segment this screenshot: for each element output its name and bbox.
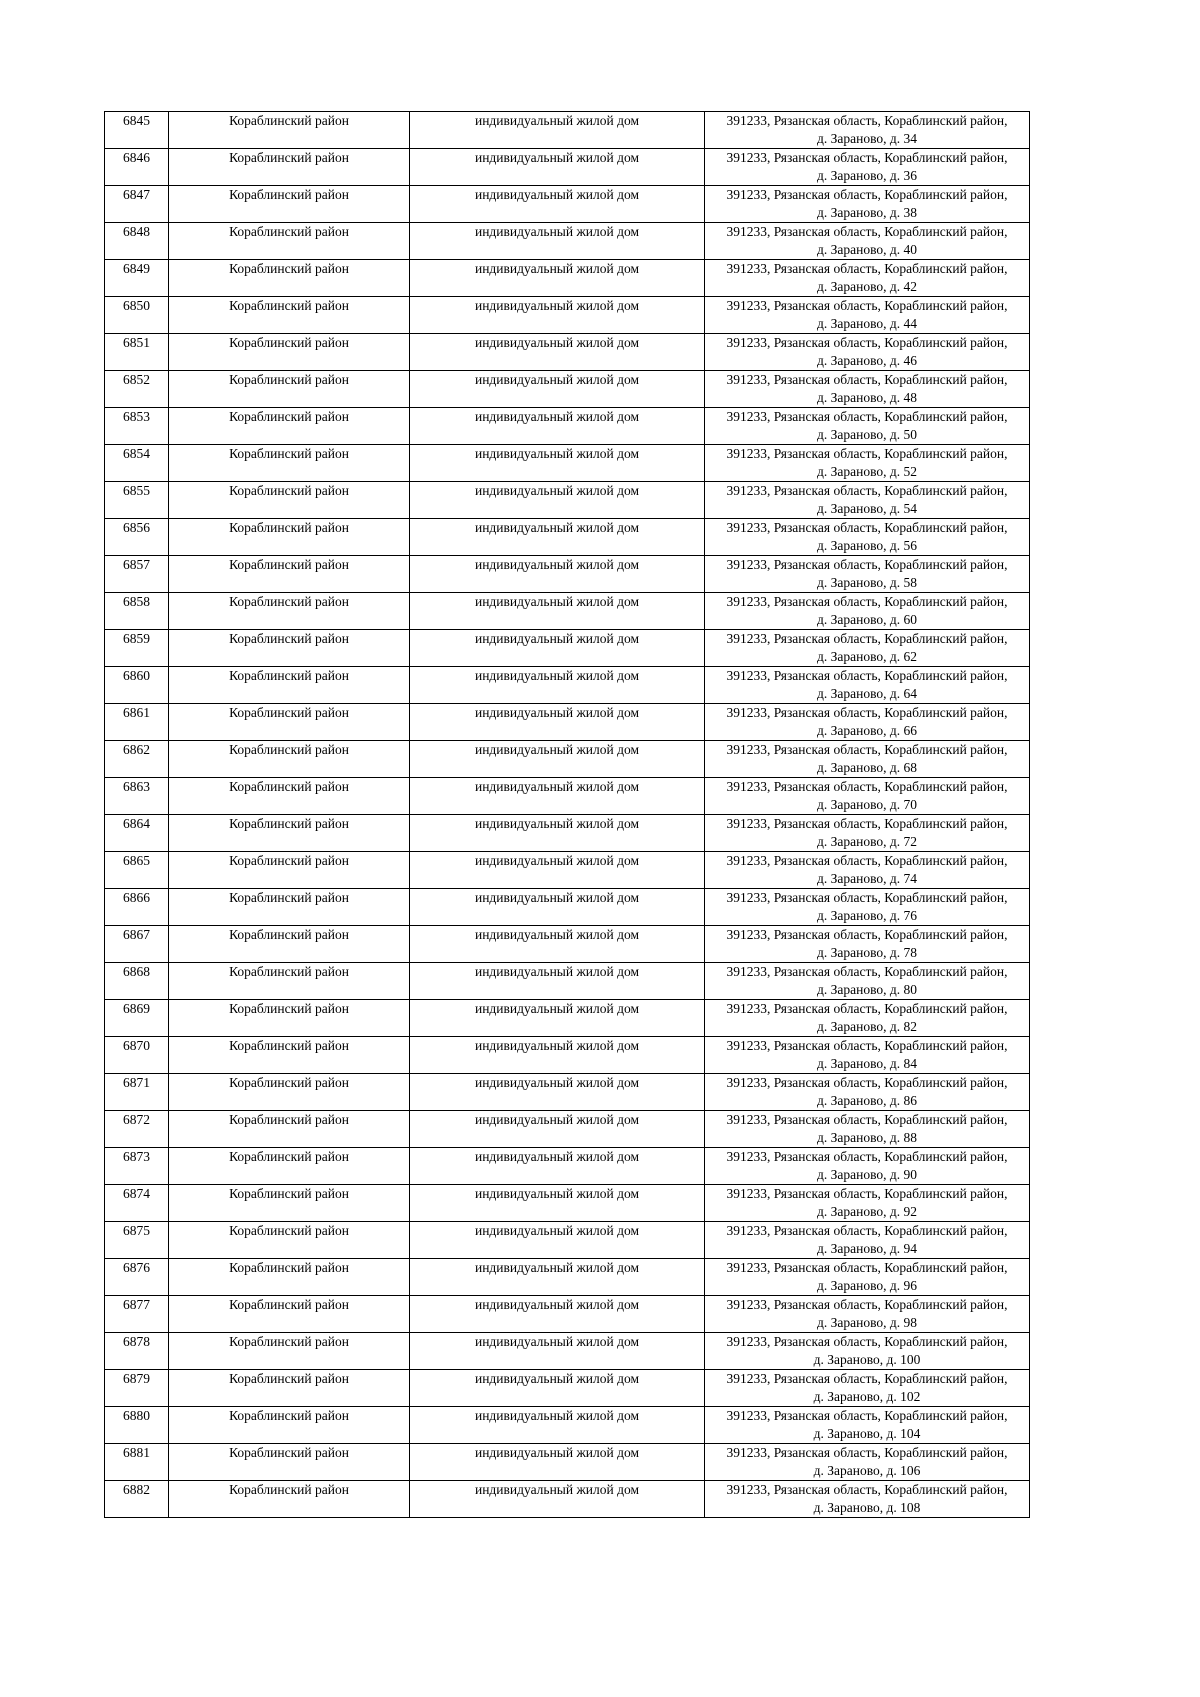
address-line-1: 391233, Рязанская область, Кораблинский район, [726,187,1008,202]
object-type-cell: индивидуальный жилой дом [410,852,705,889]
table-row [105,445,1030,482]
object-type-cell: индивидуальный жилой дом [410,1185,705,1222]
table-row [105,667,1030,704]
address-line-2: д. Зараново, д. 56 [817,538,917,553]
table-row [105,1111,1030,1148]
object-type-cell: индивидуальный жилой дом [410,963,705,1000]
address-line-2: д. Зараново, д. 76 [817,908,917,923]
district-cell: Кораблинский район [169,334,410,371]
address-line-1: 391233, Рязанская область, Кораблинский район, [726,113,1008,128]
district-cell: Кораблинский район [169,371,410,408]
address-cell [705,1259,1030,1296]
district-cell: Кораблинский район [169,1333,410,1370]
table-row [105,741,1030,778]
property-table-body [105,112,1030,1518]
object-type-cell: индивидуальный жилой дом [410,1111,705,1148]
object-type-cell: индивидуальный жилой дом [410,778,705,815]
address-line-1: 391233, Рязанская область, Кораблинский район, [726,298,1008,313]
address-cell [705,1148,1030,1185]
district-cell: Кораблинский район [169,445,410,482]
row-number: 6862 [105,741,169,778]
object-type-cell: индивидуальный жилой дом [410,1259,705,1296]
address-line-1: 391233, Рязанская область, Кораблинский район, [726,594,1008,609]
object-type-cell: индивидуальный жилой дом [410,1370,705,1407]
address-line-2: д. Зараново, д. 108 [813,1500,921,1515]
address-line-2: д. Зараново, д. 70 [817,797,917,812]
table-row [105,408,1030,445]
table-row [105,260,1030,297]
row-number: 6879 [105,1370,169,1407]
row-number: 6864 [105,815,169,852]
address-line-1: 391233, Рязанская область, Кораблинский район, [726,742,1008,757]
address-line-2: д. Зараново, д. 102 [813,1389,921,1404]
address-line-2: д. Зараново, д. 38 [817,205,917,220]
address-cell [705,334,1030,371]
table-row [105,1185,1030,1222]
district-cell: Кораблинский район [169,1000,410,1037]
address-cell [705,1370,1030,1407]
district-cell: Кораблинский район [169,963,410,1000]
row-number: 6854 [105,445,169,482]
address-cell [705,926,1030,963]
district-cell: Кораблинский район [169,1148,410,1185]
address-cell [705,889,1030,926]
address-line-1: 391233, Рязанская область, Кораблинский район, [726,1075,1008,1090]
row-number: 6881 [105,1444,169,1481]
address-line-2: д. Зараново, д. 66 [817,723,917,738]
table-row [105,815,1030,852]
object-type-cell: индивидуальный жилой дом [410,1148,705,1185]
row-number: 6863 [105,778,169,815]
district-cell: Кораблинский район [169,630,410,667]
address-line-1: 391233, Рязанская область, Кораблинский район, [726,557,1008,572]
address-line-2: д. Зараново, д. 80 [817,982,917,997]
row-number: 6858 [105,593,169,630]
address-line-2: д. Зараново, д. 82 [817,1019,917,1034]
district-cell: Кораблинский район [169,852,410,889]
row-number: 6867 [105,926,169,963]
district-cell: Кораблинский район [169,482,410,519]
row-number: 6855 [105,482,169,519]
address-cell [705,556,1030,593]
address-line-1: 391233, Рязанская область, Кораблинский район, [726,1149,1008,1164]
object-type-cell: индивидуальный жилой дом [410,1407,705,1444]
address-line-1: 391233, Рязанская область, Кораблинский район, [726,853,1008,868]
table-row [105,1037,1030,1074]
object-type-cell: индивидуальный жилой дом [410,1333,705,1370]
address-line-1: 391233, Рязанская область, Кораблинский район, [726,1482,1008,1497]
address-line-1: 391233, Рязанская область, Кораблинский район, [726,446,1008,461]
address-cell [705,112,1030,149]
address-line-1: 391233, Рязанская область, Кораблинский район, [726,964,1008,979]
address-line-2: д. Зараново, д. 42 [817,279,917,294]
address-cell [705,186,1030,223]
address-cell [705,778,1030,815]
row-number: 6874 [105,1185,169,1222]
address-line-1: 391233, Рязанская область, Кораблинский район, [726,1371,1008,1386]
address-line-1: 391233, Рязанская область, Кораблинский район, [726,816,1008,831]
district-cell: Кораблинский район [169,408,410,445]
row-number: 6853 [105,408,169,445]
address-line-2: д. Зараново, д. 52 [817,464,917,479]
address-cell [705,1000,1030,1037]
row-number: 6856 [105,519,169,556]
object-type-cell: индивидуальный жилой дом [410,482,705,519]
address-line-1: 391233, Рязанская область, Кораблинский район, [726,483,1008,498]
district-cell: Кораблинский район [169,667,410,704]
district-cell: Кораблинский район [169,704,410,741]
address-cell [705,815,1030,852]
district-cell: Кораблинский район [169,815,410,852]
address-cell [705,1481,1030,1518]
object-type-cell: индивидуальный жилой дом [410,926,705,963]
address-line-1: 391233, Рязанская область, Кораблинский район, [726,261,1008,276]
table-row [105,778,1030,815]
address-line-2: д. Зараново, д. 72 [817,834,917,849]
table-row [105,593,1030,630]
district-cell: Кораблинский район [169,1481,410,1518]
object-type-cell: индивидуальный жилой дом [410,1222,705,1259]
row-number: 6847 [105,186,169,223]
district-cell: Кораблинский район [169,519,410,556]
object-type-cell: индивидуальный жилой дом [410,223,705,260]
district-cell: Кораблинский район [169,223,410,260]
address-line-1: 391233, Рязанская область, Кораблинский район, [726,409,1008,424]
row-number: 6880 [105,1407,169,1444]
object-type-cell: индивидуальный жилой дом [410,371,705,408]
table-row [105,1259,1030,1296]
address-line-2: д. Зараново, д. 106 [813,1463,921,1478]
address-line-2: д. Зараново, д. 74 [817,871,917,886]
address-line-2: д. Зараново, д. 104 [813,1426,921,1441]
table-row [105,1333,1030,1370]
row-number: 6846 [105,149,169,186]
district-cell: Кораблинский район [169,112,410,149]
object-type-cell: индивидуальный жилой дом [410,1296,705,1333]
district-cell: Кораблинский район [169,778,410,815]
address-line-2: д. Зараново, д. 40 [817,242,917,257]
address-line-1: 391233, Рязанская область, Кораблинский район, [726,150,1008,165]
table-row [105,852,1030,889]
address-line-1: 391233, Рязанская область, Кораблинский район, [726,631,1008,646]
table-row [105,1407,1030,1444]
object-type-cell: индивидуальный жилой дом [410,260,705,297]
object-type-cell: индивидуальный жилой дом [410,1074,705,1111]
table-row [105,519,1030,556]
address-cell [705,1333,1030,1370]
table-row [105,556,1030,593]
row-number: 6872 [105,1111,169,1148]
address-cell [705,852,1030,889]
row-number: 6857 [105,556,169,593]
address-line-1: 391233, Рязанская область, Кораблинский район, [726,1297,1008,1312]
row-number: 6852 [105,371,169,408]
object-type-cell: индивидуальный жилой дом [410,1000,705,1037]
object-type-cell: индивидуальный жилой дом [410,112,705,149]
address-line-2: д. Зараново, д. 68 [817,760,917,775]
address-line-1: 391233, Рязанская область, Кораблинский район, [726,668,1008,683]
row-number: 6861 [105,704,169,741]
address-line-2: д. Зараново, д. 94 [817,1241,917,1256]
address-line-2: д. Зараново, д. 50 [817,427,917,442]
row-number: 6851 [105,334,169,371]
object-type-cell: индивидуальный жилой дом [410,889,705,926]
table-row [105,1444,1030,1481]
address-cell [705,519,1030,556]
address-line-1: 391233, Рязанская область, Кораблинский район, [726,1186,1008,1201]
district-cell: Кораблинский район [169,926,410,963]
district-cell: Кораблинский район [169,1111,410,1148]
district-cell: Кораблинский район [169,1259,410,1296]
object-type-cell: индивидуальный жилой дом [410,297,705,334]
row-number: 6845 [105,112,169,149]
row-number: 6866 [105,889,169,926]
address-cell [705,667,1030,704]
district-cell: Кораблинский район [169,1296,410,1333]
address-cell [705,149,1030,186]
district-cell: Кораблинский район [169,1444,410,1481]
address-cell [705,630,1030,667]
address-line-2: д. Зараново, д. 64 [817,686,917,701]
address-line-2: д. Зараново, д. 36 [817,168,917,183]
district-cell: Кораблинский район [169,1222,410,1259]
table-row [105,926,1030,963]
district-cell: Кораблинский район [169,889,410,926]
address-line-1: 391233, Рязанская область, Кораблинский район, [726,1112,1008,1127]
district-cell: Кораблинский район [169,1370,410,1407]
district-cell: Кораблинский район [169,1185,410,1222]
property-table [104,111,1030,1518]
address-line-2: д. Зараново, д. 46 [817,353,917,368]
address-cell [705,963,1030,1000]
address-line-1: 391233, Рязанская область, Кораблинский район, [726,1038,1008,1053]
district-cell: Кораблинский район [169,556,410,593]
object-type-cell: индивидуальный жилой дом [410,186,705,223]
address-line-1: 391233, Рязанская область, Кораблинский район, [726,1445,1008,1460]
address-line-1: 391233, Рязанская область, Кораблинский район, [726,1001,1008,1016]
address-line-2: д. Зараново, д. 98 [817,1315,917,1330]
district-cell: Кораблинский район [169,593,410,630]
address-line-1: 391233, Рязанская область, Кораблинский район, [726,335,1008,350]
address-line-2: д. Зараново, д. 96 [817,1278,917,1293]
row-number: 6871 [105,1074,169,1111]
row-number: 6849 [105,260,169,297]
address-cell [705,223,1030,260]
table-row [105,223,1030,260]
object-type-cell: индивидуальный жилой дом [410,334,705,371]
address-cell [705,704,1030,741]
table-row [105,149,1030,186]
address-line-1: 391233, Рязанская область, Кораблинский район, [726,372,1008,387]
district-cell: Кораблинский район [169,1074,410,1111]
district-cell: Кораблинский район [169,186,410,223]
address-line-1: 391233, Рязанская область, Кораблинский район, [726,890,1008,905]
address-line-2: д. Зараново, д. 54 [817,501,917,516]
address-line-2: д. Зараново, д. 88 [817,1130,917,1145]
table-row [105,297,1030,334]
address-line-2: д. Зараново, д. 58 [817,575,917,590]
address-line-1: 391233, Рязанская область, Кораблинский район, [726,779,1008,794]
object-type-cell: индивидуальный жилой дом [410,704,705,741]
address-cell [705,1074,1030,1111]
address-line-2: д. Зараново, д. 84 [817,1056,917,1071]
object-type-cell: индивидуальный жилой дом [410,630,705,667]
district-cell: Кораблинский район [169,149,410,186]
row-number: 6877 [105,1296,169,1333]
object-type-cell: индивидуальный жилой дом [410,149,705,186]
table-row [105,1148,1030,1185]
address-cell [705,1222,1030,1259]
address-cell [705,1037,1030,1074]
table-row [105,1000,1030,1037]
object-type-cell: индивидуальный жилой дом [410,408,705,445]
address-line-1: 391233, Рязанская область, Кораблинский район, [726,1408,1008,1423]
address-cell [705,482,1030,519]
address-line-2: д. Зараново, д. 90 [817,1167,917,1182]
address-line-2: д. Зараново, д. 78 [817,945,917,960]
address-line-1: 391233, Рязанская область, Кораблинский район, [726,927,1008,942]
object-type-cell: индивидуальный жилой дом [410,519,705,556]
object-type-cell: индивидуальный жилой дом [410,667,705,704]
row-number: 6860 [105,667,169,704]
address-cell [705,408,1030,445]
row-number: 6850 [105,297,169,334]
address-line-2: д. Зараново, д. 60 [817,612,917,627]
address-cell [705,1296,1030,1333]
table-row [105,1481,1030,1518]
row-number: 6873 [105,1148,169,1185]
address-cell [705,741,1030,778]
table-row [105,186,1030,223]
object-type-cell: индивидуальный жилой дом [410,593,705,630]
address-cell [705,593,1030,630]
row-number: 6876 [105,1259,169,1296]
address-line-2: д. Зараново, д. 44 [817,316,917,331]
address-line-1: 391233, Рязанская область, Кораблинский район, [726,520,1008,535]
table-row [105,630,1030,667]
row-number: 6859 [105,630,169,667]
address-line-2: д. Зараново, д. 86 [817,1093,917,1108]
district-cell: Кораблинский район [169,297,410,334]
table-row [105,482,1030,519]
row-number: 6868 [105,963,169,1000]
address-line-1: 391233, Рязанская область, Кораблинский район, [726,224,1008,239]
row-number: 6865 [105,852,169,889]
address-cell [705,297,1030,334]
row-number: 6882 [105,1481,169,1518]
table-row [105,1296,1030,1333]
row-number: 6870 [105,1037,169,1074]
table-row [105,889,1030,926]
address-line-2: д. Зараново, д. 62 [817,649,917,664]
table-row [105,334,1030,371]
table-row [105,1222,1030,1259]
table-row [105,963,1030,1000]
address-cell [705,1185,1030,1222]
row-number: 6878 [105,1333,169,1370]
address-cell [705,371,1030,408]
address-line-2: д. Зараново, д. 100 [813,1352,921,1367]
object-type-cell: индивидуальный жилой дом [410,1444,705,1481]
table-row [105,704,1030,741]
object-type-cell: индивидуальный жилой дом [410,1037,705,1074]
address-line-2: д. Зараново, д. 34 [817,131,917,146]
address-cell [705,1111,1030,1148]
address-cell [705,260,1030,297]
object-type-cell: индивидуальный жилой дом [410,445,705,482]
address-line-1: 391233, Рязанская область, Кораблинский район, [726,705,1008,720]
district-cell: Кораблинский район [169,741,410,778]
address-line-1: 391233, Рязанская область, Кораблинский район, [726,1260,1008,1275]
address-cell [705,1444,1030,1481]
address-line-1: 391233, Рязанская область, Кораблинский район, [726,1334,1008,1349]
address-line-2: д. Зараново, д. 92 [817,1204,917,1219]
object-type-cell: индивидуальный жилой дом [410,815,705,852]
row-number: 6848 [105,223,169,260]
table-row [105,112,1030,149]
address-cell [705,1407,1030,1444]
district-cell: Кораблинский район [169,260,410,297]
row-number: 6875 [105,1222,169,1259]
table-row [105,1370,1030,1407]
object-type-cell: индивидуальный жилой дом [410,741,705,778]
address-cell [705,445,1030,482]
address-line-1: 391233, Рязанская область, Кораблинский район, [726,1223,1008,1238]
object-type-cell: индивидуальный жилой дом [410,556,705,593]
table-row [105,1074,1030,1111]
district-cell: Кораблинский район [169,1407,410,1444]
row-number: 6869 [105,1000,169,1037]
table-row [105,371,1030,408]
object-type-cell: индивидуальный жилой дом [410,1481,705,1518]
address-line-2: д. Зараново, д. 48 [817,390,917,405]
district-cell: Кораблинский район [169,1037,410,1074]
